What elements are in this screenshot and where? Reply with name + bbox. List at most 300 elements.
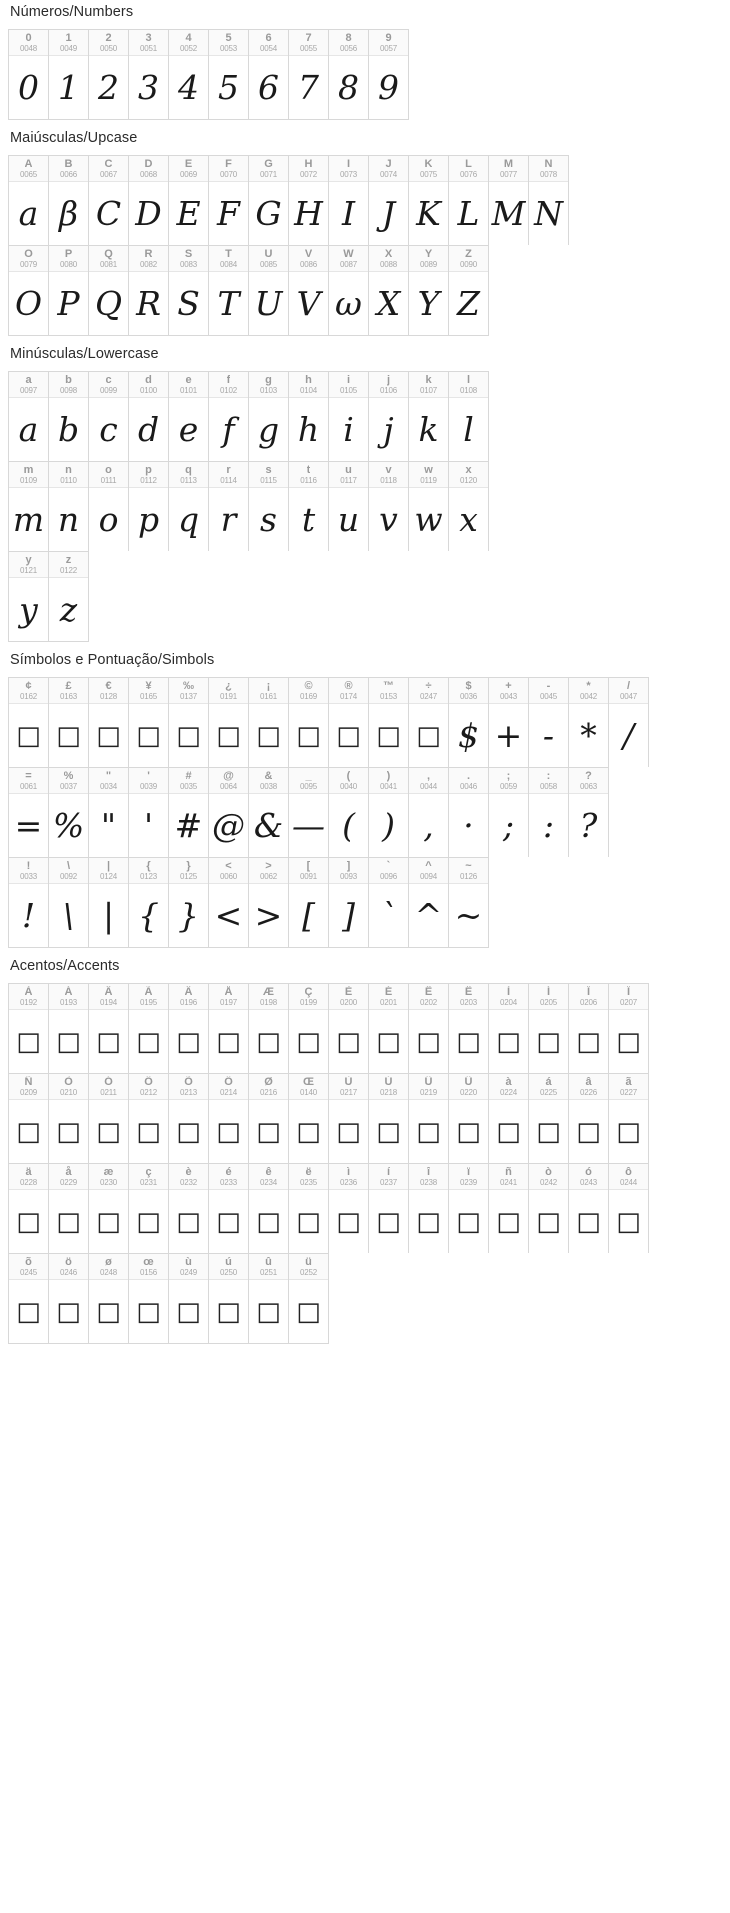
glyph-sample: □ — [296, 1296, 321, 1327]
glyph-code-label: 0217 — [340, 1087, 357, 1097]
glyph-sample: □ — [576, 1026, 601, 1057]
glyph-cell[interactable] — [409, 1164, 449, 1253]
glyph-cell[interactable] — [249, 1254, 289, 1343]
glyph-sample: □ — [96, 1296, 121, 1327]
glyph-cell[interactable] — [49, 156, 89, 245]
glyph-character-label: Æ — [263, 985, 274, 998]
glyph-header — [129, 984, 168, 1010]
glyph-cell[interactable] — [609, 1074, 649, 1163]
glyph-cell[interactable] — [409, 1074, 449, 1163]
glyph-code-label: 0225 — [540, 1087, 557, 1097]
glyph-cell[interactable] — [529, 678, 569, 767]
glyph-cell[interactable] — [289, 858, 329, 947]
glyph-header — [129, 1074, 168, 1100]
glyph-cell[interactable] — [489, 984, 529, 1073]
glyph-cell[interactable] — [209, 1164, 249, 1253]
glyph-cell[interactable] — [89, 1164, 129, 1253]
glyph-character-label: Ä — [184, 985, 193, 998]
glyph-header — [409, 462, 448, 488]
glyph-sample: v — [379, 500, 398, 539]
glyph-cell[interactable] — [329, 462, 369, 551]
glyph-cell[interactable] — [529, 984, 569, 1073]
glyph-sample: 0 — [18, 68, 39, 107]
glyph-cell[interactable] — [89, 30, 129, 119]
glyph-character-label: ( — [346, 769, 351, 782]
glyph-cell[interactable] — [209, 30, 249, 119]
glyph-cell[interactable] — [449, 768, 489, 857]
glyph-cell[interactable] — [49, 678, 89, 767]
glyph-cell[interactable] — [369, 462, 409, 551]
glyph-cell[interactable] — [249, 768, 289, 857]
glyph-character-label: z — [65, 553, 72, 566]
glyph-code-label: 0042 — [580, 691, 597, 701]
glyph-cell[interactable] — [489, 678, 529, 767]
glyph-cell[interactable] — [169, 1254, 209, 1343]
glyph-sample: □ — [336, 1026, 361, 1057]
glyph-cell[interactable] — [409, 462, 449, 551]
glyph-cell[interactable] — [289, 984, 329, 1073]
glyph-header — [209, 678, 248, 704]
glyph-cell[interactable] — [129, 462, 169, 551]
glyph-cell[interactable] — [289, 1164, 329, 1253]
glyph-cell[interactable] — [329, 246, 369, 335]
glyph-cell[interactable] — [169, 372, 209, 461]
glyph-character-label: ó — [585, 1165, 592, 1178]
glyph-cell[interactable] — [609, 984, 649, 1073]
glyph-sample: □ — [616, 1206, 641, 1237]
glyph-cell[interactable] — [89, 156, 129, 245]
glyph-cell[interactable] — [169, 246, 209, 335]
glyph-code-label: 0074 — [380, 169, 397, 179]
glyph-cell[interactable] — [89, 678, 129, 767]
glyph-cell[interactable] — [9, 462, 49, 551]
glyph-character-label: 6 — [265, 31, 272, 44]
glyph-cell[interactable] — [289, 30, 329, 119]
glyph-sample: t — [301, 500, 316, 539]
glyph-header — [9, 768, 48, 794]
glyph-cell[interactable] — [129, 858, 169, 947]
glyph-code-label: 0206 — [580, 997, 597, 1007]
glyph-header — [129, 858, 168, 884]
glyph-cell[interactable] — [449, 1074, 489, 1163]
glyph-cell[interactable] — [89, 1254, 129, 1343]
glyph-sample: s — [260, 500, 277, 539]
glyph-cell[interactable] — [409, 768, 449, 857]
glyph-cell[interactable] — [9, 1164, 49, 1253]
glyph-character-label: ê — [265, 1165, 272, 1178]
glyph-cell[interactable] — [89, 246, 129, 335]
glyph-cell[interactable] — [129, 246, 169, 335]
glyph-cell[interactable] — [249, 1074, 289, 1163]
glyph-sample: □ — [96, 1116, 121, 1147]
glyph-cell[interactable] — [289, 462, 329, 551]
glyph-header — [169, 984, 208, 1010]
glyph-cell[interactable] — [49, 30, 89, 119]
glyph-cell[interactable] — [209, 678, 249, 767]
glyph-cell[interactable] — [129, 156, 169, 245]
glyph-code-label: 0251 — [260, 1267, 277, 1277]
glyph-cell[interactable] — [409, 372, 449, 461]
glyph-header — [129, 678, 168, 704]
glyph-character-label: + — [505, 679, 512, 692]
glyph-cell[interactable] — [129, 768, 169, 857]
glyph-cell[interactable] — [569, 1164, 609, 1253]
glyph-cell[interactable] — [49, 552, 89, 641]
glyph-header — [529, 1164, 568, 1190]
glyph-character-label: " — [105, 769, 112, 782]
glyph-cell[interactable] — [369, 372, 409, 461]
glyph-sample: □ — [416, 1116, 441, 1147]
glyph-cell[interactable] — [9, 984, 49, 1073]
glyph-cell[interactable] — [329, 1164, 369, 1253]
glyph-code-label: 0100 — [140, 385, 157, 395]
glyph-cell[interactable] — [169, 1164, 209, 1253]
glyph-cell[interactable] — [329, 768, 369, 857]
glyph-cell[interactable] — [289, 246, 329, 335]
glyph-cell[interactable] — [289, 768, 329, 857]
glyph-cell[interactable] — [249, 462, 289, 551]
glyph-character-label: ã — [625, 1075, 632, 1088]
glyph-character-label: f — [226, 373, 231, 386]
glyph-character-label: { — [146, 859, 151, 872]
glyph-cell[interactable] — [489, 1074, 529, 1163]
glyph-code-label: 0098 — [60, 385, 77, 395]
glyph-cell[interactable] — [369, 858, 409, 947]
glyph-cell[interactable] — [89, 984, 129, 1073]
glyph-cell[interactable] — [89, 858, 129, 947]
glyph-header — [89, 30, 128, 56]
glyph-character-label: T — [225, 247, 232, 260]
glyph-sample: a — [18, 194, 39, 233]
glyph-character-label: Ê — [424, 985, 433, 998]
glyph-code-label: 0084 — [220, 259, 237, 269]
glyph-cell[interactable] — [489, 156, 529, 245]
glyph-cell[interactable] — [249, 1164, 289, 1253]
glyph-character-label: î — [426, 1165, 431, 1178]
glyph-cell[interactable] — [249, 156, 289, 245]
glyph-cell[interactable] — [369, 678, 409, 767]
glyph-sample: □ — [576, 1206, 601, 1237]
glyph-code-label: 0065 — [20, 169, 37, 179]
glyph-character-label: g — [265, 373, 272, 386]
glyph-cell[interactable] — [9, 1254, 49, 1343]
glyph-character-label: Ú — [384, 1075, 393, 1088]
glyph-cell[interactable] — [169, 858, 209, 947]
glyph-cell[interactable] — [569, 984, 609, 1073]
glyph-cell[interactable] — [489, 1164, 529, 1253]
glyph-cell[interactable] — [449, 858, 489, 947]
glyph-cell[interactable] — [609, 1164, 649, 1253]
glyph-sample: □ — [176, 1026, 201, 1057]
glyph-character-label: h — [305, 373, 312, 386]
glyph-cell[interactable] — [209, 858, 249, 947]
glyph-character-label: l — [466, 373, 471, 386]
glyph-character-label: N — [544, 157, 553, 170]
glyph-cell[interactable] — [249, 858, 289, 947]
glyph-character-label: < — [225, 859, 232, 872]
glyph-cell[interactable] — [569, 768, 609, 857]
glyph-header — [49, 462, 88, 488]
glyph-cell[interactable] — [209, 768, 249, 857]
glyph-cell[interactable] — [9, 246, 49, 335]
glyph-cell[interactable] — [489, 768, 529, 857]
glyph-cell[interactable] — [249, 246, 289, 335]
glyph-sample: " — [100, 806, 117, 845]
glyph-code-label: 0054 — [260, 43, 277, 53]
glyph-cell[interactable] — [289, 1254, 329, 1343]
glyph-cell[interactable] — [169, 984, 209, 1073]
glyph-header — [449, 1074, 488, 1100]
glyph-header — [169, 462, 208, 488]
glyph-cell[interactable] — [209, 246, 249, 335]
glyph-cell[interactable] — [369, 156, 409, 245]
glyph-cell[interactable] — [289, 1074, 329, 1163]
glyph-cell[interactable] — [249, 678, 289, 767]
glyph-cell[interactable] — [409, 156, 449, 245]
glyph-header — [169, 678, 208, 704]
glyph-cell[interactable] — [9, 30, 49, 119]
glyph-cell[interactable] — [169, 678, 209, 767]
glyph-cell[interactable] — [49, 768, 89, 857]
glyph-cell[interactable] — [49, 246, 89, 335]
glyph-header — [609, 984, 648, 1010]
glyph-cell[interactable] — [209, 1074, 249, 1163]
glyph-cell[interactable] — [9, 552, 49, 641]
glyph-cell[interactable] — [169, 1074, 209, 1163]
glyph-cell[interactable] — [369, 768, 409, 857]
glyph-cell[interactable] — [209, 1254, 249, 1343]
glyph-sample: □ — [56, 720, 81, 751]
glyph-sample: □ — [136, 1026, 161, 1057]
glyph-cell[interactable] — [449, 156, 489, 245]
glyph-character-label: å — [65, 1165, 72, 1178]
glyph-cell[interactable] — [129, 30, 169, 119]
glyph-character-label: B — [64, 157, 73, 170]
glyph-cell[interactable] — [409, 984, 449, 1073]
glyph-cell[interactable] — [169, 462, 209, 551]
glyph-cell[interactable] — [209, 462, 249, 551]
glyph-cell[interactable] — [529, 768, 569, 857]
glyph-character-label: : — [546, 769, 551, 782]
glyph-character-label: Ç — [304, 985, 313, 998]
glyph-code-label: 0213 — [180, 1087, 197, 1097]
glyph-sample: , — [423, 806, 434, 845]
glyph-row — [8, 1073, 649, 1163]
glyph-sample: V — [296, 284, 321, 323]
glyph-cell[interactable] — [9, 768, 49, 857]
glyph-cell[interactable] — [449, 984, 489, 1073]
glyph-cell[interactable] — [9, 1074, 49, 1163]
glyph-code-label: 0080 — [60, 259, 77, 269]
glyph-header — [289, 1254, 328, 1280]
glyph-cell[interactable] — [209, 984, 249, 1073]
glyph-cell[interactable] — [49, 372, 89, 461]
glyph-sample: □ — [456, 1206, 481, 1237]
glyph-code-label: 0097 — [20, 385, 37, 395]
glyph-character-label: Û — [424, 1075, 433, 1088]
glyph-cell[interactable] — [89, 1074, 129, 1163]
glyph-character-label: 3 — [145, 31, 152, 44]
glyph-character-label: ; — [506, 769, 511, 782]
glyph-header — [9, 1074, 48, 1100]
glyph-cell[interactable] — [449, 246, 489, 335]
glyph-cell[interactable] — [409, 678, 449, 767]
glyph-cell[interactable] — [569, 1074, 609, 1163]
glyph-sample: □ — [176, 1116, 201, 1147]
glyph-cell[interactable] — [129, 372, 169, 461]
glyph-cell[interactable] — [329, 156, 369, 245]
glyph-cell[interactable] — [49, 1074, 89, 1163]
glyph-character-label: O — [24, 247, 33, 260]
glyph-cell[interactable] — [609, 678, 649, 767]
glyph-character-label: £ — [65, 679, 72, 692]
glyph-sample: C — [95, 194, 122, 233]
glyph-cell[interactable] — [329, 30, 369, 119]
glyph-character-label: ™ — [383, 679, 394, 692]
glyph-cell[interactable] — [49, 858, 89, 947]
glyph-cell[interactable] — [289, 678, 329, 767]
glyph-code-label: 0212 — [140, 1087, 157, 1097]
glyph-row — [8, 677, 649, 767]
glyph-cell[interactable] — [129, 1254, 169, 1343]
glyph-cell[interactable] — [369, 984, 409, 1073]
glyph-header — [9, 156, 48, 182]
glyph-cell[interactable] — [369, 246, 409, 335]
glyph-cell[interactable] — [9, 678, 49, 767]
glyph-header — [529, 768, 568, 794]
glyph-cell[interactable] — [249, 984, 289, 1073]
glyph-cell[interactable] — [89, 768, 129, 857]
glyph-code-label: 0095 — [300, 781, 317, 791]
glyph-code-label: 0078 — [540, 169, 557, 179]
glyph-header — [289, 372, 328, 398]
glyph-sample: L — [457, 194, 480, 233]
glyph-cell[interactable] — [329, 858, 369, 947]
glyph-character-label: V — [304, 247, 313, 260]
glyph-character-label: Í — [546, 985, 551, 998]
glyph-sample: J — [381, 194, 396, 233]
glyph-character-label: Ï — [626, 985, 631, 998]
glyph-cell[interactable] — [9, 858, 49, 947]
glyph-code-label: 0063 — [580, 781, 597, 791]
glyph-sample: □ — [456, 1116, 481, 1147]
glyph-header — [49, 858, 88, 884]
glyph-cell[interactable] — [89, 462, 129, 551]
glyph-sample: □ — [96, 720, 121, 751]
glyph-cell[interactable] — [449, 462, 489, 551]
glyph-code-label: 0234 — [260, 1177, 277, 1187]
glyph-cell[interactable] — [329, 984, 369, 1073]
glyph-cell[interactable] — [449, 1164, 489, 1253]
glyph-sample: Z — [457, 284, 480, 323]
glyph-cell[interactable] — [9, 372, 49, 461]
glyph-code-label: 0198 — [260, 997, 277, 1007]
glyph-code-label: 0162 — [20, 691, 37, 701]
glyph-sample: q — [177, 500, 200, 539]
glyph-sample: □ — [216, 1296, 241, 1327]
glyph-cell[interactable] — [529, 1074, 569, 1163]
glyph-cell[interactable] — [569, 678, 609, 767]
glyph-cell[interactable] — [129, 678, 169, 767]
glyph-code-label: 0165 — [140, 691, 157, 701]
glyph-cell[interactable] — [289, 372, 329, 461]
glyph-header — [489, 156, 528, 182]
glyph-cell[interactable] — [169, 156, 209, 245]
glyph-sample: □ — [56, 1116, 81, 1147]
glyph-cell[interactable] — [9, 156, 49, 245]
glyph-cell[interactable] — [209, 372, 249, 461]
glyph-header — [449, 858, 488, 884]
glyph-cell[interactable] — [249, 372, 289, 461]
glyph-character-label: Ö — [224, 1075, 233, 1088]
glyph-character-label: Ñ — [24, 1075, 33, 1088]
glyph-cell[interactable] — [129, 1164, 169, 1253]
glyph-code-label: 0060 — [220, 871, 237, 881]
glyph-header — [449, 984, 488, 1010]
glyph-cell[interactable] — [449, 678, 489, 767]
glyph-cell[interactable] — [169, 768, 209, 857]
glyph-character-label: F — [225, 157, 232, 170]
glyph-character-label: Å — [224, 985, 233, 998]
glyph-character-label: a — [25, 373, 32, 386]
glyph-cell[interactable] — [49, 984, 89, 1073]
glyph-header — [529, 156, 568, 182]
glyph-cell[interactable] — [89, 372, 129, 461]
glyph-cell[interactable] — [49, 462, 89, 551]
glyph-cell[interactable] — [409, 858, 449, 947]
glyph-cell[interactable] — [329, 678, 369, 767]
glyph-cell[interactable] — [369, 30, 409, 119]
glyph-cell[interactable] — [529, 1164, 569, 1253]
glyph-header — [89, 156, 128, 182]
glyph-cell[interactable] — [329, 1074, 369, 1163]
glyph-character-label: û — [265, 1255, 272, 1268]
glyph-cell[interactable] — [129, 984, 169, 1073]
glyph-cell[interactable] — [289, 156, 329, 245]
glyph-character-label: © — [304, 679, 313, 692]
glyph-cell[interactable] — [329, 372, 369, 461]
glyph-character-label: t — [306, 463, 311, 476]
glyph-cell[interactable] — [169, 30, 209, 119]
glyph-code-label: 0101 — [180, 385, 197, 395]
glyph-cell[interactable] — [449, 372, 489, 461]
glyph-sample: i — [343, 410, 354, 449]
glyph-cell[interactable] — [529, 156, 569, 245]
glyph-code-label: 0107 — [420, 385, 437, 395]
glyph-cell[interactable] — [249, 30, 289, 119]
glyph-code-label: 0089 — [420, 259, 437, 269]
glyph-cell[interactable] — [49, 1164, 89, 1253]
glyph-character-label: Â — [104, 985, 113, 998]
glyph-cell[interactable] — [369, 1164, 409, 1253]
glyph-cell[interactable] — [369, 1074, 409, 1163]
glyph-sample: □ — [136, 1296, 161, 1327]
glyph-sample: □ — [16, 1206, 41, 1237]
glyph-header — [49, 1074, 88, 1100]
glyph-header — [369, 768, 408, 794]
glyph-header — [489, 768, 528, 794]
glyph-cell[interactable] — [49, 1254, 89, 1343]
glyph-cell[interactable] — [209, 156, 249, 245]
glyph-cell[interactable] — [129, 1074, 169, 1163]
glyph-header — [169, 768, 208, 794]
glyph-character-label: 8 — [345, 31, 352, 44]
glyph-cell[interactable] — [409, 246, 449, 335]
glyph-header — [409, 1074, 448, 1100]
glyph-sample: ~ — [454, 896, 483, 935]
glyph-sample: □ — [176, 720, 201, 751]
glyph-sample: □ — [416, 720, 441, 751]
